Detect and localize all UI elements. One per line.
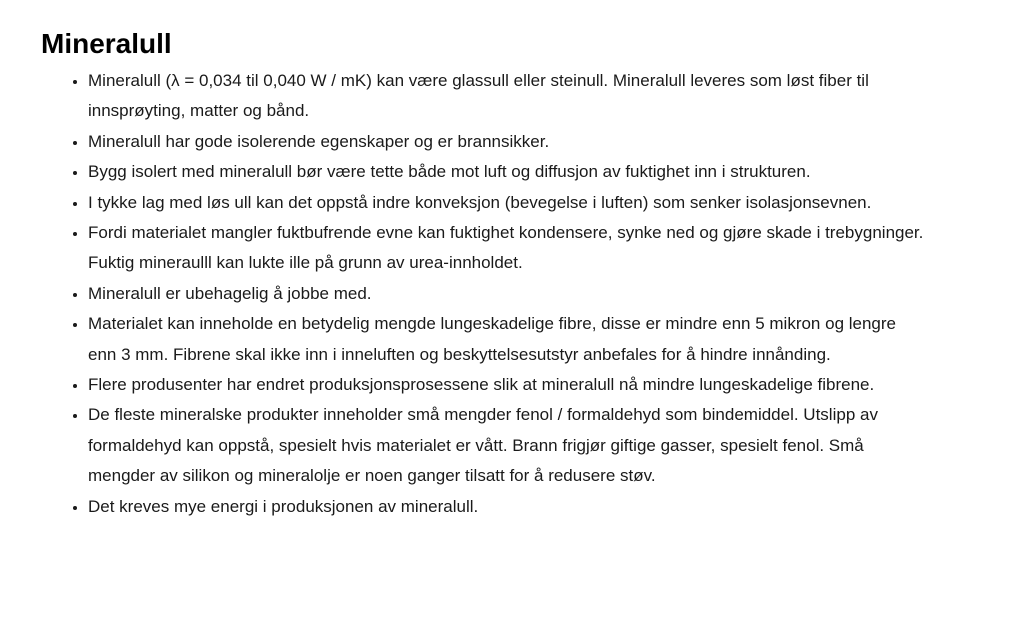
list-item: • De fleste mineralske produkter inneholder små mengder fenol / formaldehyd som bindemiddel. Utslipp av formaldehyd kan oppstå, spesielt hvis materialet er vått. Brann frigjør giftige gasser, spesielt fenol. Små mengder av silikon og mineralolje er noen ganger tilsatt for å redusere støv. <box>88 400 928 491</box>
list-item: • Mineralull er ubehagelig å jobbe med. <box>88 279 928 309</box>
list-item: • Flere produsenter har endret produksjonsprosessene slik at mineralull nå mindre lungeskadelige fibrene. <box>88 370 928 400</box>
bullet-list <box>41 66 928 522</box>
list-item: • Materialet kan inneholde en betydelig mengde lungeskadelige fibre, disse er mindre enn 5 mikron og lengre enn 3 mm. Fibrene skal ikke inn i inneluften og beskyttelsesutstyr anbefales for å hindre innånding. <box>88 309 928 370</box>
list-item: • Mineralull (λ = 0,034 til 0,040 W / mK) kan være glassull eller steinull. Mineralull leveres som løst fiber til innsprøyting, matter og bånd. <box>88 66 928 127</box>
list-item: • Fordi materialet mangler fuktbufrende evne kan fuktighet kondensere, synke ned og gjøre skade i trebygninger. Fuktig mineraulll kan lukte ille på grunn av urea-innholdet. <box>88 218 928 279</box>
list-item: • I tykke lag med løs ull kan det oppstå indre konveksjon (bevegelse i luften) som senker isolasjonsevnen. <box>88 188 928 218</box>
section-heading: Mineralull <box>41 28 172 59</box>
list-item: • Det kreves mye energi i produksjonen av mineralull. <box>88 492 928 522</box>
list-item: • Mineralull har gode isolerende egenskaper og er brannsikker. <box>88 127 928 157</box>
list-item: • Bygg isolert med mineralull bør være tette både mot luft og diffusjon av fuktighet inn i strukturen. <box>88 157 928 187</box>
